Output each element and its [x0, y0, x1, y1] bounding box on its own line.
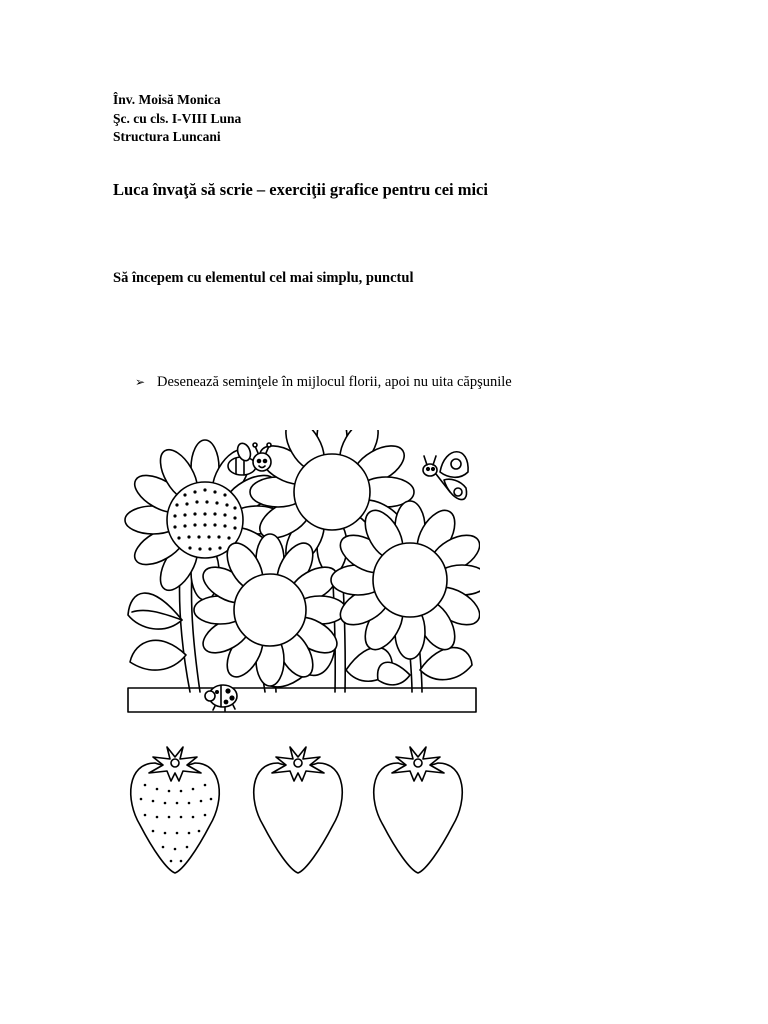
flower-illustration	[120, 430, 480, 720]
strawberries-illustration	[120, 745, 480, 885]
leaf	[378, 662, 410, 685]
arrowhead-bullet-icon: ➢	[135, 375, 146, 389]
butterfly-icon	[423, 452, 468, 500]
author-block	[113, 91, 241, 147]
school-name: Şc. cu cls. I-VIII Luna	[113, 110, 242, 126]
instruction-line	[135, 374, 512, 391]
worksheet-subtitle: Să începem cu elementul cel mai simplu, punctul	[113, 270, 414, 286]
bee-icon	[228, 441, 271, 475]
leaf	[420, 648, 472, 680]
instruction-text: Desenează seminţele în mijlocul florii, apoi nu uita căpşunile	[157, 374, 512, 390]
strawberry-empty	[374, 747, 463, 873]
strawberry-dotted	[131, 747, 220, 873]
stem	[179, 570, 190, 692]
ground-strip	[128, 688, 476, 712]
leaf	[130, 640, 186, 670]
worksheet-title: Luca învaţă să scrie – exerciţii grafice pentru cei mici	[113, 180, 488, 199]
teacher-name: Înv. Moisă Monica	[113, 92, 221, 107]
strawberry-empty	[254, 747, 343, 873]
school-structure: Structura Luncani	[113, 129, 221, 144]
